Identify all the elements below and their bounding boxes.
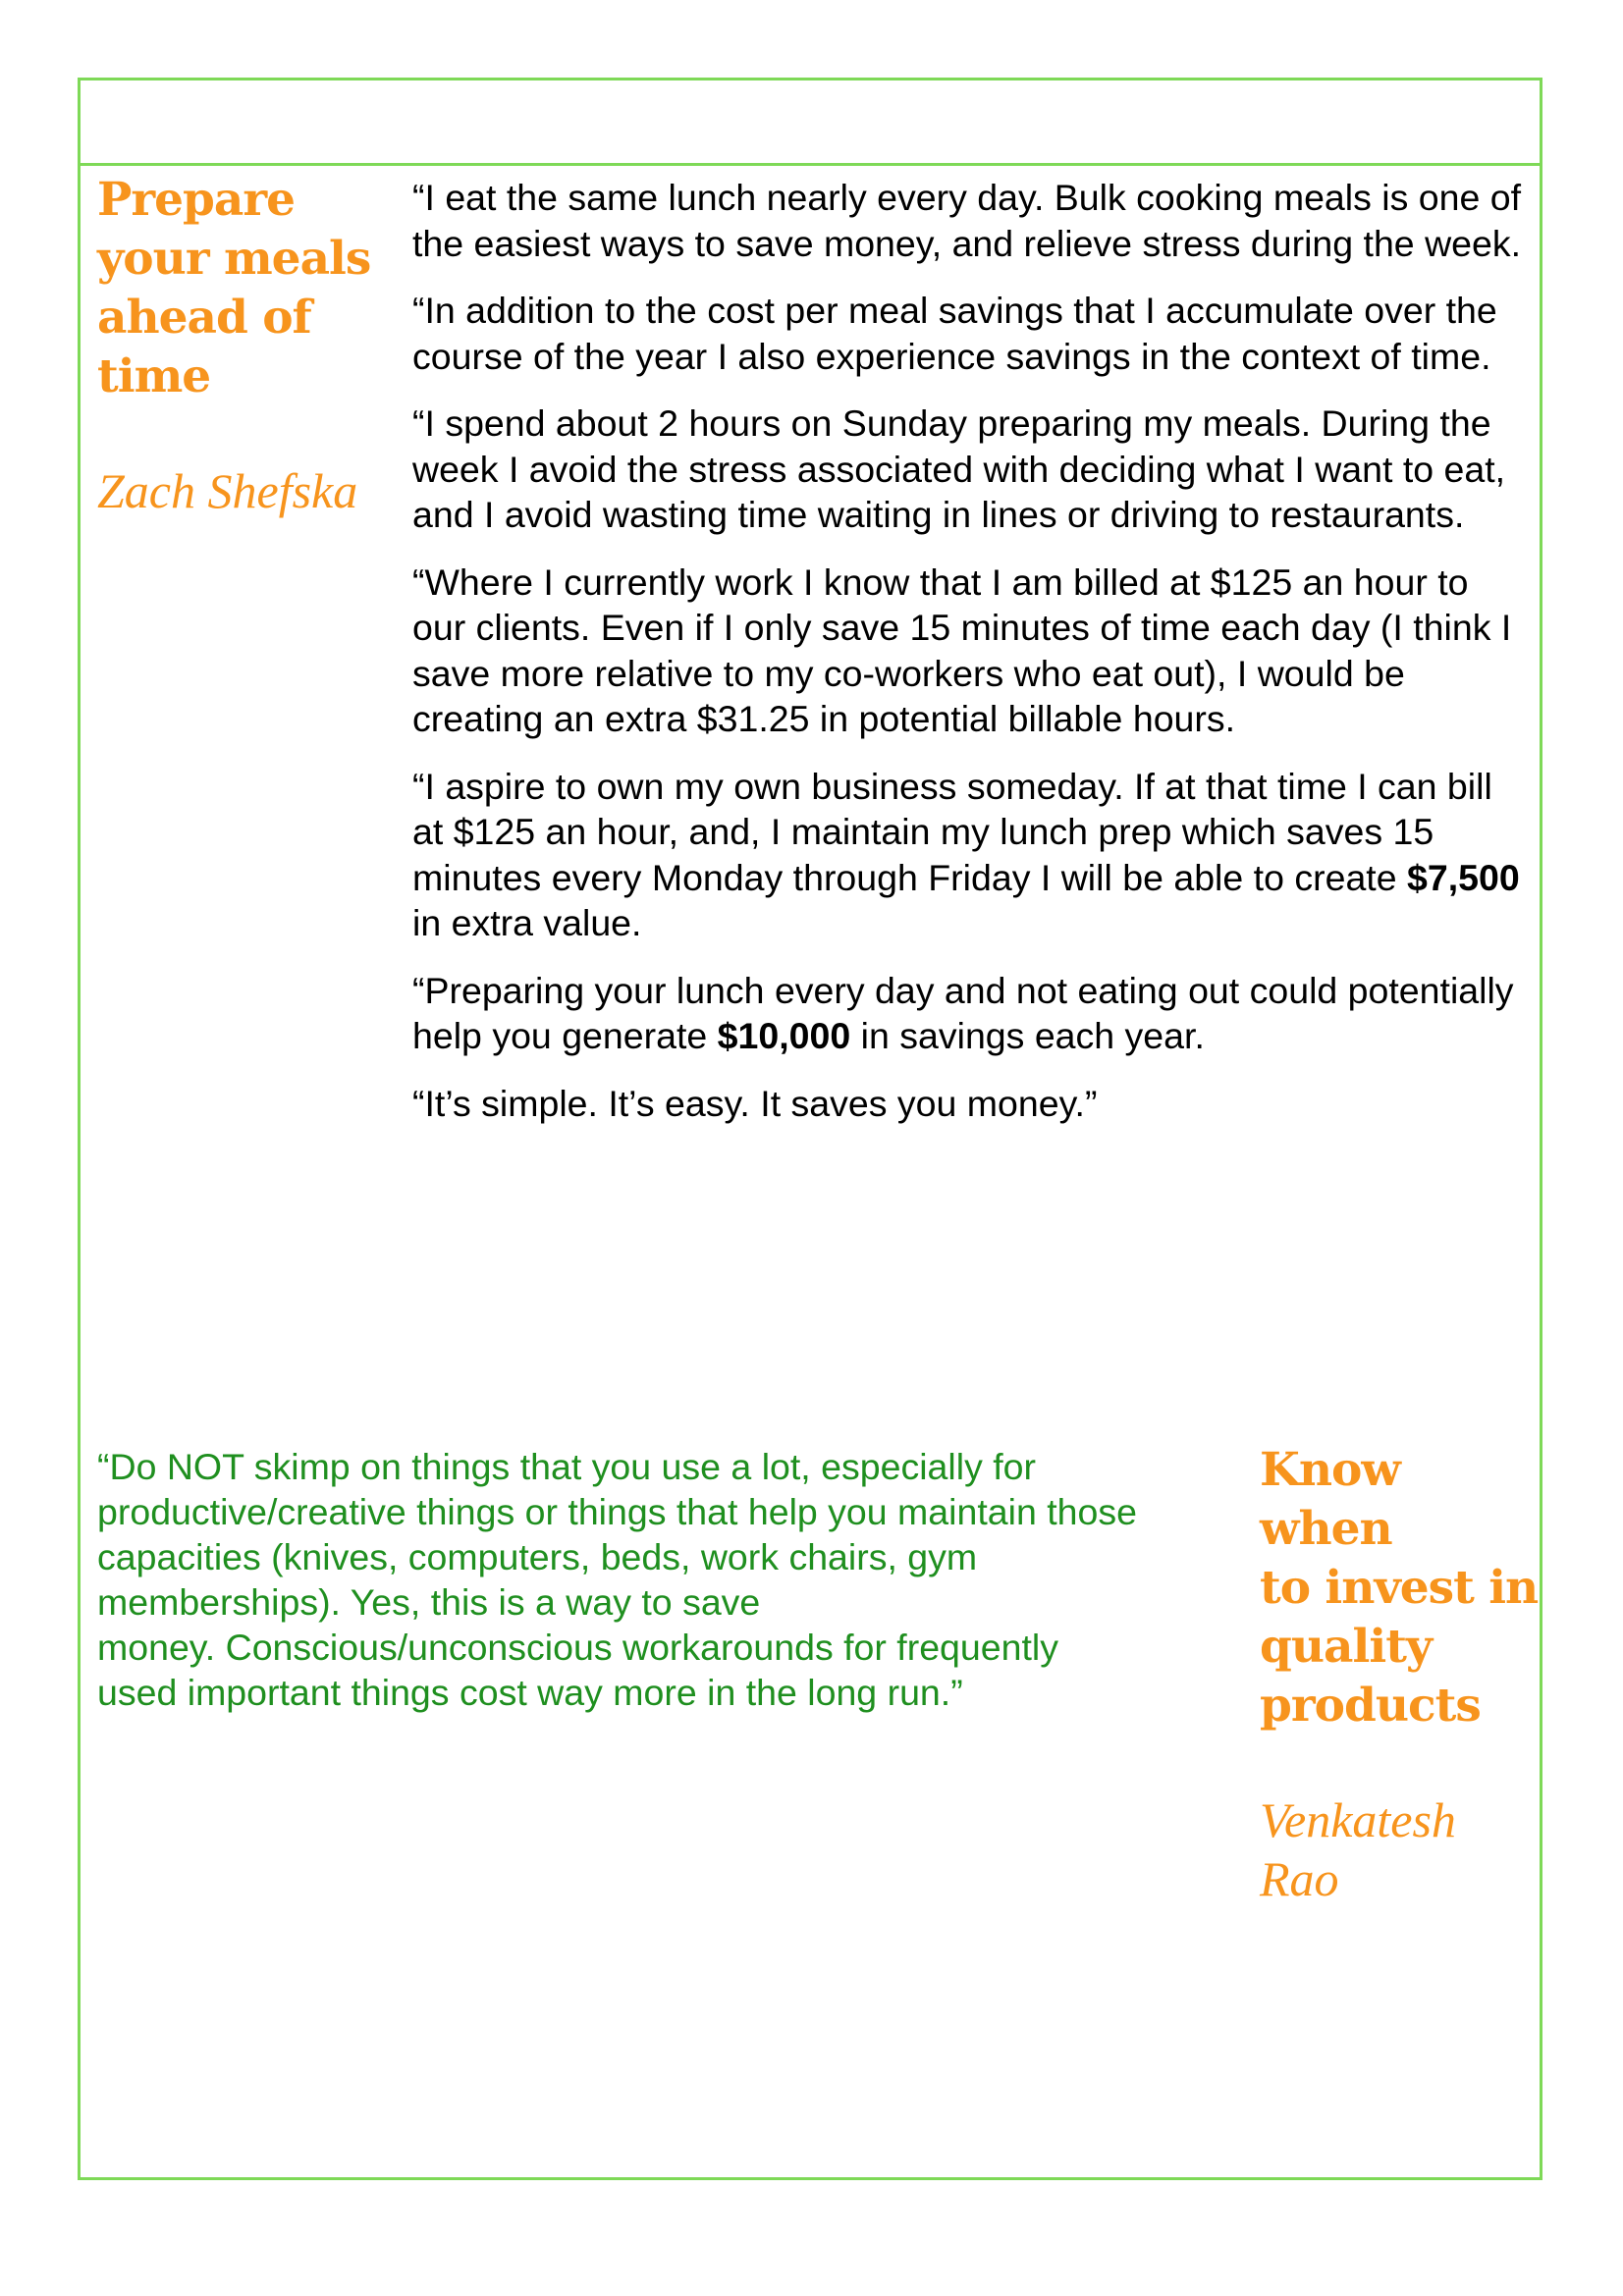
section2-heading-line: to invest in [1260, 1561, 1539, 1615]
section2-author-line: Venkatesh [1260, 1792, 1456, 1847]
body-paragraph: “In addition to the cost per meal savings that I accumulate over the course of the year I also experience savings in the context of time. [412, 290, 1497, 377]
quote-line: “Do NOT skimp on things that you use a lot, especially for [97, 1446, 1036, 1487]
body-text: “Preparing your lunch every day and not eating out could potentially help you generate [412, 969, 1514, 1056]
section2-sidebar [1260, 1441, 1544, 1908]
body-paragraph: “It’s simple. It’s easy. It saves you money.” [412, 1082, 1098, 1124]
highlight-amount: $7,500 [1407, 856, 1520, 898]
section2-heading-line: quality [1260, 1620, 1433, 1674]
section1-author: Zach Shefska [97, 463, 358, 518]
quote-line: money. Conscious/unconscious workarounds for frequently [97, 1627, 1058, 1668]
body-text: in extra value. [412, 902, 642, 943]
section2-heading-line: products [1260, 1679, 1481, 1733]
header-divider [78, 163, 1542, 166]
section1-heading-line: ahead of [97, 291, 311, 345]
quote-line: capacities (knives, computers, beds, work chairs, gym [97, 1536, 978, 1577]
section1-heading-line: your meals [97, 232, 371, 286]
highlight-amount: $10,000 [717, 1015, 851, 1056]
quote-line: memberships). Yes, this is a way to save [97, 1581, 761, 1623]
section1-sidebar [97, 171, 392, 520]
section1-heading-line: Prepare [97, 173, 295, 227]
quote-line: used important things cost way more in the long run.” [97, 1672, 963, 1713]
section1-heading [97, 171, 392, 406]
body-text: in savings each year. [850, 1015, 1205, 1056]
section2-quote [97, 1444, 1236, 1715]
section1-heading-line: time [97, 349, 211, 403]
body-paragraph: “I spend about 2 hours on Sunday preparing my meals. During the week I avoid the stress associated with deciding what I want to eat, and I avoid wasting time waiting in lines or driving to restaurants. [412, 402, 1506, 535]
section2-heading-line: Know when [1260, 1443, 1400, 1556]
section2-heading [1260, 1441, 1544, 1735]
body-paragraph [412, 764, 1532, 946]
body-paragraph: “I eat the same lunch nearly every day. Bulk cooking meals is one of the easiest ways to save money, and relieve stress during the week. [412, 177, 1522, 264]
section1-body [412, 175, 1532, 1148]
section2-author-line: Rao [1260, 1851, 1339, 1906]
body-paragraph [412, 968, 1532, 1059]
body-paragraph: “Where I currently work I know that I am billed at $125 an hour to our clients. Even if I only save 15 minutes of time each day (I think I save more relative to my co-workers who eat out), I would be creating an extra $31.25 in potential billable hours. [412, 561, 1512, 739]
quote-line: productive/creative things or things that help you maintain those [97, 1491, 1137, 1532]
body-text: “I aspire to own my own business someday. If at that time I can bill at $125 an hour, and, I maintain my lunch prep which saves 15 minutes every Monday through Friday I will be able to create [412, 765, 1492, 898]
section2-author [1260, 1790, 1544, 1908]
